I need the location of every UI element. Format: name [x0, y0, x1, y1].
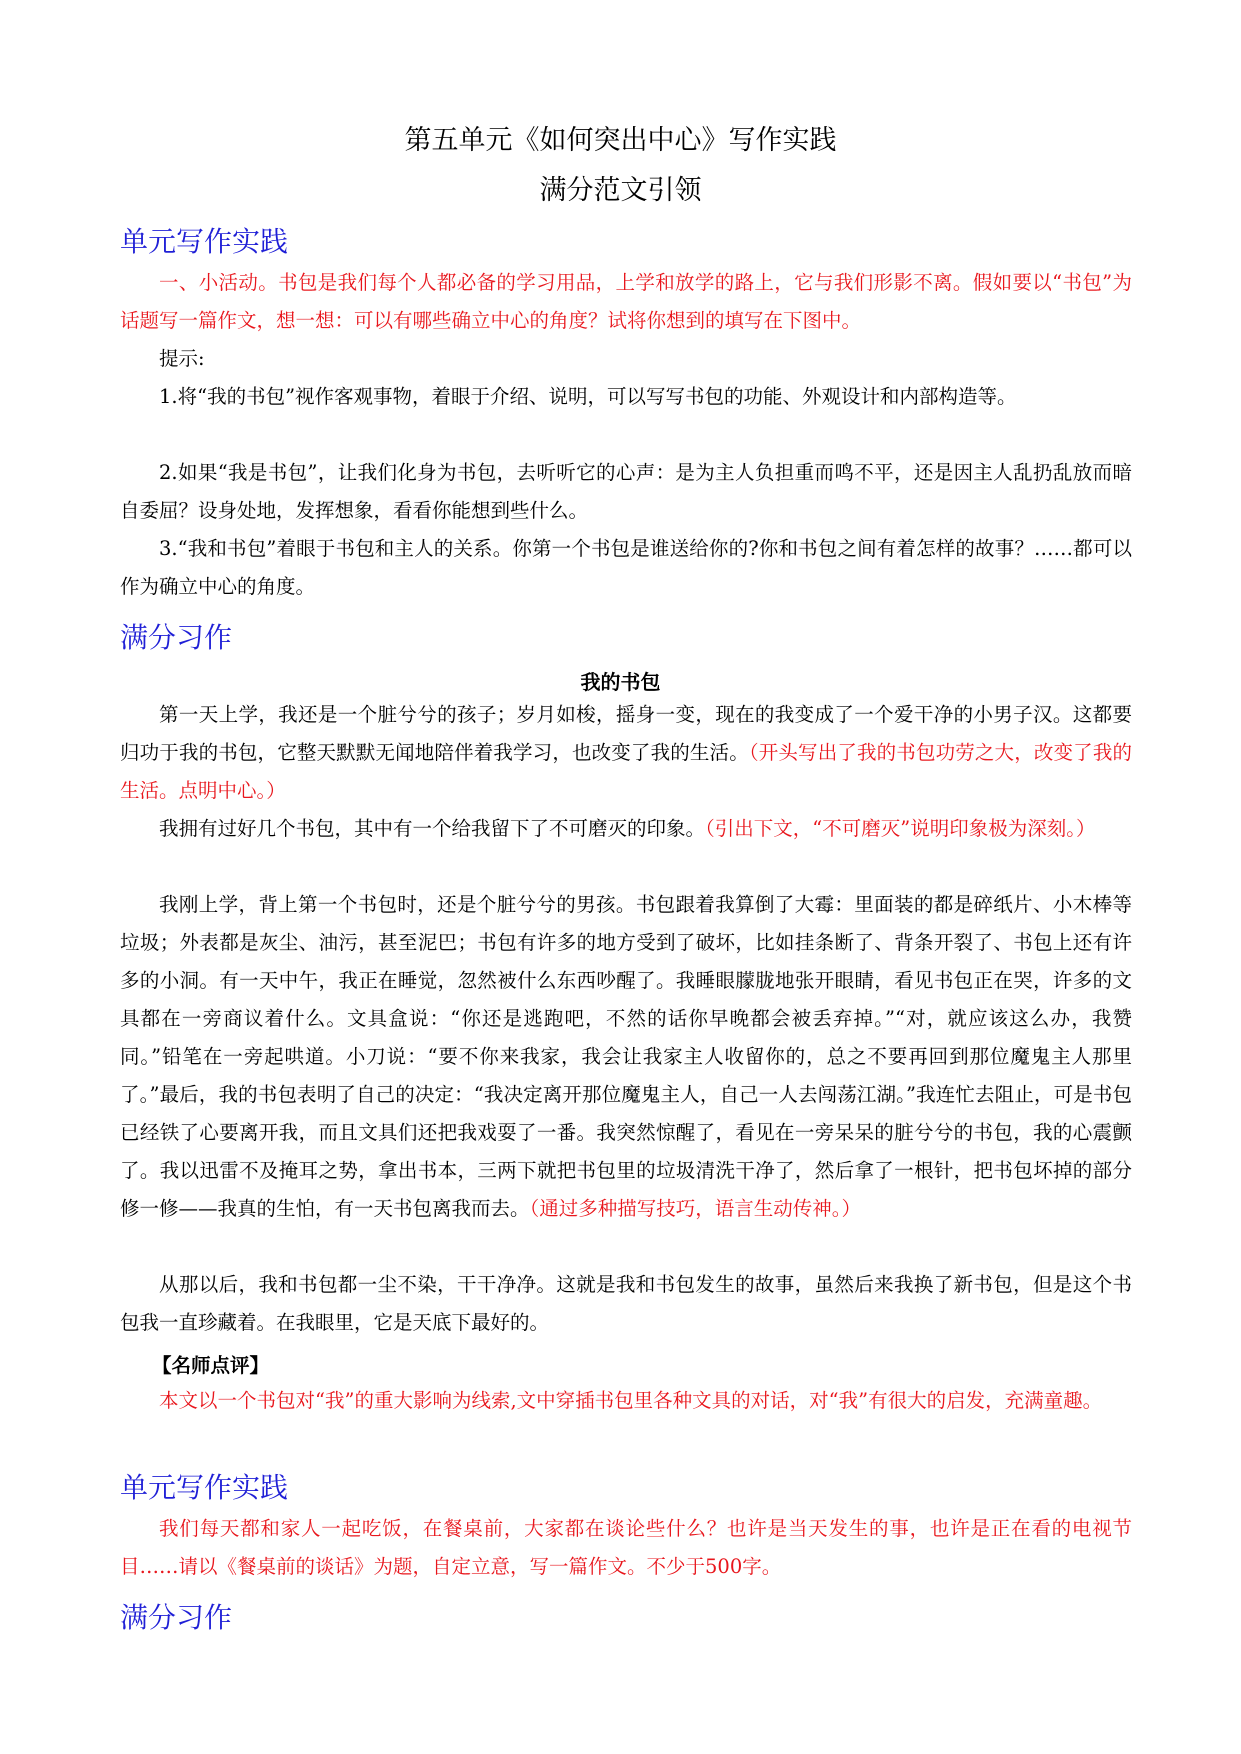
essay-paragraph [120, 1266, 1132, 1342]
document-title: 第五单元《如何突出中心》写作实践 [404, 125, 837, 156]
hint-item: 1.将“我的书包”视作客观事物，着眼于介绍、说明，可以写写书包的功能、外观设计和内部构造等。 [159, 385, 1017, 408]
activity-task: 一、小活动。书包是我们每个人都必备的学习用品，上学和放学的路上，它与我们形影不离。假如要以“书包”为话题写一篇作文，想一想：可以有哪些确立中心的角度？试将你想到的填写在下图中。 [120, 271, 1132, 332]
section-heading-unit-practice: 单元写作实践 [120, 225, 289, 258]
essay-paragraph [120, 696, 1132, 810]
essay-paragraph [120, 886, 1132, 1228]
section-heading-model-essay-2: 满分习作 [120, 1601, 233, 1634]
paragraph-text: 第一天上学，我还是一个脏兮兮的孩子；岁月如梭，摇身一变，现在的我变成了一个爱干净的小男子汉。这都要归功于我的书包，它整天默默无闻地陪伴着我学习，也改变了我的生活。 [120, 703, 1132, 764]
paragraph-text: 我刚上学，背上第一个书包时，还是个脏兮兮的男孩。书包跟着我算倒了大霉：里面装的都是碎纸片、小木棒等垃圾；外表都是灰尘、油污，甚至泥巴；书包有许多的地方受到了破坏，比如挂条断了、背条开裂了、书包上还有许多的小洞。有一天中午，我正在睡觉，忽然被什么东西吵醒了。我睡眼朦胧地张开眼睛，看见书包正在哭，许多的文具都在一旁商议着什么。文具盒说：“你还是逃跑吧，不然的话你早晚都会被丢弃掉。”“对，就应该这么办，我赞同。”铅笔在一旁起哄道。小刀说：“要不你来我家，我会让我家主人收留你的，总之不要再回到那位魔鬼主人那里了。”最后，我的书包表明了自己的决定：“我决定离开那位魔鬼主人，自己一人去闯荡江湖。”我连忙去阻止，可是书包已经铁了心要离开我，而且文具们还把我戏耍了一番。我突然惊醒了，看见在一旁呆呆的脏兮兮的书包，我的心震颤了。我以迅雷不及掩耳之势，拿出书本，三两下就把书包里的垃圾清洗干净了，然后拿了一根针，把书包坏掉的部分修一修——我真的生怕，有一天书包离我而去。 [120, 893, 1132, 1220]
paragraph-annotation: （通过多种描写技巧，语言生动传神。） [529, 1197, 862, 1220]
hint-item: 2.如果“我是书包”，让我们化身为书包，去听听它的心声：是为主人负担重而鸣不平，还是因主人乱扔乱放而暗自委屈？设身处地，发挥想象，看看你能想到些什么。 [120, 461, 1132, 522]
teacher-comment: 本文以一个书包对“我”的重大影响为线索,文中穿插书包里各种文具的对话，对“我”有很大的启发，充满童趣。 [159, 1389, 1103, 1412]
paragraph-annotation: （开头写出了我的书包功劳之大，改变了我的生活。点明中心。） [120, 741, 1132, 802]
hint-label: 提示: [159, 347, 205, 370]
section-heading-model-essay: 满分习作 [120, 621, 233, 654]
document-subtitle: 满分范文引领 [539, 175, 702, 206]
teacher-comment-label: 【名师点评】 [152, 1354, 270, 1377]
paragraph-annotation: （引出下文，“不可磨灭”说明印象极为深刻。） [705, 817, 1096, 840]
paragraph-text: 从那以后，我和书包都一尘不染，干干净净。这就是我和书包发生的故事，虽然后来我换了新书包，但是这个书包我一直珍藏着。在我眼里，它是天底下最好的。 [120, 1273, 1132, 1334]
essay-title: 我的书包 [580, 670, 661, 694]
section-heading-unit-practice-2: 单元写作实践 [120, 1471, 289, 1504]
hint-item: 3.“我和书包”着眼于书包和主人的关系。你第一个书包是谁送给你的?你和书包之间有着怎样的故事？……都可以作为确立中心的角度。 [120, 537, 1132, 598]
paragraph-text: 我拥有过好几个书包，其中有一个给我留下了不可磨灭的印象。 [159, 817, 706, 840]
essay-paragraph [120, 810, 1132, 848]
writing-task: 我们每天都和家人一起吃饭，在餐桌前，大家都在谈论些什么？也许是当天发生的事，也许是正在看的电视节目……请以《餐桌前的谈话》为题，自定立意，写一篇作文。不少于500字。 [120, 1517, 1132, 1578]
